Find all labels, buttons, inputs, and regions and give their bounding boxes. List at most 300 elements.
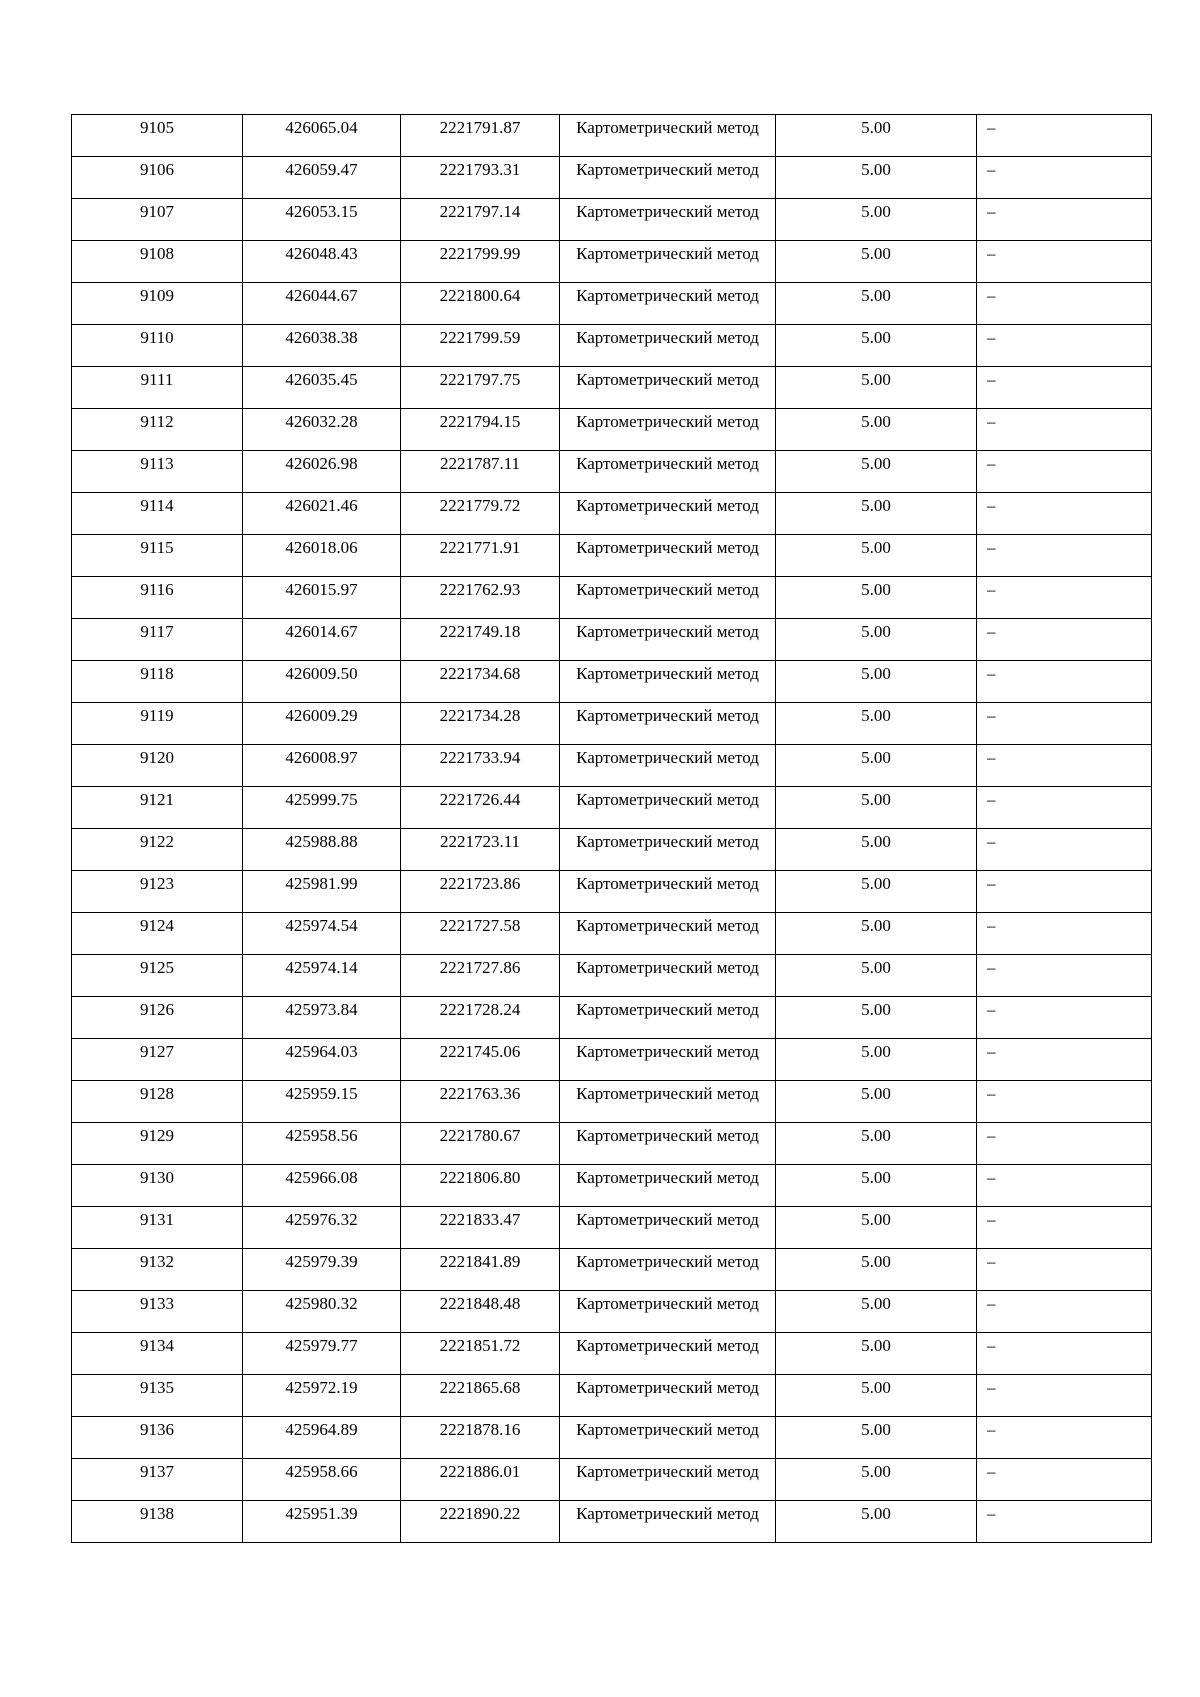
accuracy-cell [776, 1375, 977, 1417]
accuracy-cell-text: 5.00 [861, 538, 891, 557]
point-number-cell [72, 1039, 243, 1081]
method-cell-text: Картометрический метод [576, 580, 759, 599]
note-cell [977, 1291, 1152, 1333]
accuracy-cell-text: 5.00 [861, 874, 891, 893]
accuracy-cell [776, 955, 977, 997]
table-row [72, 1459, 1152, 1501]
y-coordinate-cell-text: 2221799.99 [439, 244, 521, 263]
note-cell [977, 1123, 1152, 1165]
accuracy-cell [776, 1459, 977, 1501]
accuracy-cell [776, 493, 977, 535]
note-cell [977, 115, 1152, 157]
y-coordinate-cell-text: 2221780.67 [439, 1126, 521, 1145]
note-cell-text: – [987, 916, 996, 935]
y-coordinate-cell [401, 1039, 560, 1081]
method-cell [560, 577, 776, 619]
point-number-cell-text: 9106 [140, 160, 174, 179]
point-number-cell-text: 9114 [140, 496, 174, 515]
method-cell [560, 1081, 776, 1123]
method-cell-text: Картометрический метод [576, 1378, 759, 1397]
note-cell-text: – [987, 328, 996, 347]
accuracy-cell-text: 5.00 [861, 958, 891, 977]
x-coordinate-cell [243, 955, 401, 997]
point-number-cell [72, 1459, 243, 1501]
table-row [72, 787, 1152, 829]
y-coordinate-cell [401, 997, 560, 1039]
note-cell [977, 1165, 1152, 1207]
x-coordinate-cell [243, 829, 401, 871]
y-coordinate-cell [401, 913, 560, 955]
method-cell-text: Картометрический метод [576, 958, 759, 977]
note-cell [977, 199, 1152, 241]
x-coordinate-cell-text: 425964.03 [285, 1042, 358, 1061]
method-cell [560, 325, 776, 367]
y-coordinate-cell-text: 2221734.28 [439, 706, 521, 725]
method-cell [560, 1039, 776, 1081]
x-coordinate-cell-text: 426026.98 [285, 454, 358, 473]
method-cell-text: Картометрический метод [576, 118, 759, 137]
x-coordinate-cell-text: 426018.06 [285, 538, 358, 557]
note-cell [977, 619, 1152, 661]
method-cell-text: Картометрический метод [576, 1084, 759, 1103]
y-coordinate-cell-text: 2221791.87 [439, 118, 521, 137]
point-number-cell-text: 9127 [140, 1042, 174, 1061]
y-coordinate-cell-text: 2221851.72 [439, 1336, 521, 1355]
point-number-cell-text: 9129 [140, 1126, 174, 1145]
point-number-cell-text: 9111 [140, 370, 174, 389]
accuracy-cell [776, 283, 977, 325]
method-cell [560, 1501, 776, 1543]
table-row [72, 1207, 1152, 1249]
method-cell-text: Картометрический метод [576, 1168, 759, 1187]
note-cell-text: – [987, 370, 996, 389]
y-coordinate-cell [401, 1375, 560, 1417]
y-coordinate-cell-text: 2221799.59 [439, 328, 521, 347]
table-row [72, 115, 1152, 157]
point-number-cell-text: 9136 [140, 1420, 174, 1439]
y-coordinate-cell-text: 2221727.58 [439, 916, 521, 935]
x-coordinate-cell-text: 425999.75 [285, 790, 358, 809]
x-coordinate-cell [243, 1123, 401, 1165]
accuracy-cell [776, 409, 977, 451]
point-number-cell-text: 9112 [140, 412, 174, 431]
y-coordinate-cell-text: 2221797.14 [439, 202, 521, 221]
table-row [72, 913, 1152, 955]
note-cell [977, 1207, 1152, 1249]
accuracy-cell-text: 5.00 [861, 832, 891, 851]
accuracy-cell [776, 871, 977, 913]
point-number-cell-text: 9123 [140, 874, 174, 893]
y-coordinate-cell-text: 2221806.80 [439, 1168, 521, 1187]
point-number-cell-text: 9131 [140, 1210, 174, 1229]
x-coordinate-cell [243, 787, 401, 829]
method-cell [560, 1375, 776, 1417]
note-cell [977, 493, 1152, 535]
point-number-cell [72, 1081, 243, 1123]
table-row [72, 493, 1152, 535]
accuracy-cell-text: 5.00 [861, 1210, 891, 1229]
table-row [72, 1375, 1152, 1417]
table-row [72, 199, 1152, 241]
note-cell-text: – [987, 454, 996, 473]
method-cell-text: Картометрический метод [576, 1252, 759, 1271]
accuracy-cell [776, 1207, 977, 1249]
note-cell-text: – [987, 1294, 996, 1313]
table-row [72, 1417, 1152, 1459]
method-cell-text: Картометрический метод [576, 874, 759, 893]
x-coordinate-cell [243, 1459, 401, 1501]
x-coordinate-cell [243, 1375, 401, 1417]
point-number-cell-text: 9130 [140, 1168, 174, 1187]
y-coordinate-cell [401, 1123, 560, 1165]
y-coordinate-cell [401, 871, 560, 913]
note-cell [977, 745, 1152, 787]
table-row [72, 1291, 1152, 1333]
x-coordinate-cell-text: 425974.54 [285, 916, 358, 935]
table-row [72, 1165, 1152, 1207]
x-coordinate-cell-text: 425964.89 [285, 1420, 358, 1439]
y-coordinate-cell [401, 577, 560, 619]
x-coordinate-cell-text: 425988.88 [285, 832, 358, 851]
point-number-cell [72, 787, 243, 829]
note-cell [977, 913, 1152, 955]
y-coordinate-cell-text: 2221794.15 [439, 412, 521, 431]
note-cell-text: – [987, 622, 996, 641]
y-coordinate-cell [401, 535, 560, 577]
note-cell-text: – [987, 1462, 996, 1481]
x-coordinate-cell [243, 367, 401, 409]
method-cell [560, 409, 776, 451]
accuracy-cell-text: 5.00 [861, 118, 891, 137]
point-number-cell [72, 157, 243, 199]
accuracy-cell [776, 661, 977, 703]
y-coordinate-cell [401, 787, 560, 829]
accuracy-cell-text: 5.00 [861, 664, 891, 683]
point-number-cell [72, 703, 243, 745]
table-row [72, 283, 1152, 325]
table-row [72, 745, 1152, 787]
method-cell-text: Картометрический метод [576, 244, 759, 263]
x-coordinate-cell [243, 619, 401, 661]
y-coordinate-cell-text: 2221763.36 [439, 1084, 521, 1103]
y-coordinate-cell [401, 1165, 560, 1207]
accuracy-cell [776, 1165, 977, 1207]
accuracy-cell [776, 787, 977, 829]
y-coordinate-cell [401, 451, 560, 493]
table-row [72, 325, 1152, 367]
x-coordinate-cell-text: 425966.08 [285, 1168, 358, 1187]
x-coordinate-cell-text: 426053.15 [285, 202, 358, 221]
method-cell-text: Картометрический метод [576, 370, 759, 389]
note-cell [977, 829, 1152, 871]
method-cell [560, 997, 776, 1039]
point-number-cell-text: 9109 [140, 286, 174, 305]
accuracy-cell-text: 5.00 [861, 1042, 891, 1061]
point-number-cell [72, 367, 243, 409]
point-number-cell [72, 451, 243, 493]
method-cell-text: Картометрический метод [576, 538, 759, 557]
point-number-cell [72, 997, 243, 1039]
y-coordinate-cell-text: 2221890.22 [439, 1504, 521, 1523]
point-number-cell-text: 9125 [140, 958, 174, 977]
x-coordinate-cell-text: 425980.32 [285, 1294, 358, 1313]
y-coordinate-cell [401, 829, 560, 871]
table-row [72, 1123, 1152, 1165]
accuracy-cell [776, 1123, 977, 1165]
y-coordinate-cell [401, 1333, 560, 1375]
method-cell-text: Картометрический метод [576, 790, 759, 809]
note-cell [977, 955, 1152, 997]
method-cell-text: Картометрический метод [576, 328, 759, 347]
accuracy-cell [776, 1333, 977, 1375]
method-cell [560, 703, 776, 745]
point-number-cell-text: 9128 [140, 1084, 174, 1103]
method-cell [560, 493, 776, 535]
table-row [72, 451, 1152, 493]
point-number-cell-text: 9122 [140, 832, 174, 851]
point-number-cell [72, 745, 243, 787]
note-cell [977, 241, 1152, 283]
note-cell [977, 1039, 1152, 1081]
method-cell [560, 1207, 776, 1249]
method-cell-text: Картометрический метод [576, 286, 759, 305]
method-cell [560, 451, 776, 493]
point-number-cell-text: 9135 [140, 1378, 174, 1397]
accuracy-cell-text: 5.00 [861, 706, 891, 725]
note-cell [977, 1375, 1152, 1417]
point-number-cell [72, 871, 243, 913]
point-number-cell-text: 9117 [140, 622, 174, 641]
note-cell [977, 535, 1152, 577]
y-coordinate-cell [401, 1081, 560, 1123]
y-coordinate-cell [401, 199, 560, 241]
accuracy-cell-text: 5.00 [861, 790, 891, 809]
note-cell [977, 1081, 1152, 1123]
x-coordinate-cell [243, 199, 401, 241]
accuracy-cell-text: 5.00 [861, 1294, 891, 1313]
accuracy-cell-text: 5.00 [861, 1252, 891, 1271]
method-cell [560, 1249, 776, 1291]
note-cell-text: – [987, 496, 996, 515]
method-cell [560, 1459, 776, 1501]
note-cell-text: – [987, 1000, 996, 1019]
point-number-cell-text: 9115 [140, 538, 174, 557]
accuracy-cell-text: 5.00 [861, 748, 891, 767]
point-number-cell-text: 9118 [140, 664, 174, 683]
y-coordinate-cell-text: 2221833.47 [439, 1210, 521, 1229]
method-cell-text: Картометрический метод [576, 1420, 759, 1439]
accuracy-cell [776, 1039, 977, 1081]
y-coordinate-cell-text: 2221723.86 [439, 874, 521, 893]
x-coordinate-cell [243, 1249, 401, 1291]
x-coordinate-cell [243, 409, 401, 451]
y-coordinate-cell-text: 2221726.44 [439, 790, 521, 809]
table-row [72, 1249, 1152, 1291]
accuracy-cell-text: 5.00 [861, 160, 891, 179]
note-cell [977, 871, 1152, 913]
y-coordinate-cell [401, 241, 560, 283]
accuracy-cell [776, 1501, 977, 1543]
note-cell [977, 577, 1152, 619]
note-cell [977, 325, 1152, 367]
point-number-cell [72, 409, 243, 451]
table-row [72, 829, 1152, 871]
note-cell [977, 703, 1152, 745]
accuracy-cell-text: 5.00 [861, 1462, 891, 1481]
x-coordinate-cell [243, 1081, 401, 1123]
y-coordinate-cell-text: 2221865.68 [439, 1378, 521, 1397]
point-number-cell-text: 9107 [140, 202, 174, 221]
y-coordinate-cell [401, 409, 560, 451]
method-cell [560, 1123, 776, 1165]
accuracy-cell-text: 5.00 [861, 1084, 891, 1103]
note-cell [977, 1417, 1152, 1459]
method-cell [560, 955, 776, 997]
accuracy-cell [776, 157, 977, 199]
method-cell-text: Картометрический метод [576, 202, 759, 221]
method-cell [560, 1165, 776, 1207]
method-cell [560, 199, 776, 241]
accuracy-cell-text: 5.00 [861, 454, 891, 473]
x-coordinate-cell [243, 661, 401, 703]
point-number-cell [72, 1417, 243, 1459]
method-cell [560, 871, 776, 913]
y-coordinate-cell [401, 745, 560, 787]
x-coordinate-cell-text: 425951.39 [285, 1504, 358, 1523]
point-number-cell [72, 1333, 243, 1375]
note-cell-text: – [987, 748, 996, 767]
note-cell-text: – [987, 202, 996, 221]
note-cell-text: – [987, 412, 996, 431]
table-row [72, 1501, 1152, 1543]
table-row [72, 661, 1152, 703]
x-coordinate-cell-text: 426048.43 [285, 244, 358, 263]
y-coordinate-cell [401, 1249, 560, 1291]
method-cell-text: Картометрический метод [576, 1126, 759, 1145]
point-number-cell-text: 9134 [140, 1336, 174, 1355]
table-row [72, 577, 1152, 619]
note-cell-text: – [987, 1336, 996, 1355]
accuracy-cell [776, 997, 977, 1039]
note-cell [977, 1333, 1152, 1375]
y-coordinate-cell-text: 2221787.11 [439, 454, 521, 473]
point-number-cell-text: 9116 [140, 580, 174, 599]
accuracy-cell-text: 5.00 [861, 496, 891, 515]
coordinates-table [71, 114, 1152, 1543]
method-cell [560, 535, 776, 577]
accuracy-cell [776, 199, 977, 241]
table-row [72, 157, 1152, 199]
accuracy-cell [776, 1081, 977, 1123]
point-number-cell [72, 535, 243, 577]
point-number-cell [72, 1291, 243, 1333]
method-cell [560, 829, 776, 871]
x-coordinate-cell-text: 426035.45 [285, 370, 358, 389]
x-coordinate-cell [243, 1207, 401, 1249]
note-cell-text: – [987, 1378, 996, 1397]
y-coordinate-cell-text: 2221771.91 [439, 538, 521, 557]
table-row [72, 241, 1152, 283]
y-coordinate-cell [401, 367, 560, 409]
note-cell [977, 367, 1152, 409]
accuracy-cell-text: 5.00 [861, 412, 891, 431]
table-body [72, 115, 1152, 1543]
table-row [72, 409, 1152, 451]
note-cell [977, 1459, 1152, 1501]
accuracy-cell [776, 619, 977, 661]
note-cell-text: – [987, 790, 996, 809]
table-row [72, 1081, 1152, 1123]
x-coordinate-cell-text: 425974.14 [285, 958, 358, 977]
x-coordinate-cell-text: 426032.28 [285, 412, 358, 431]
method-cell-text: Картометрический метод [576, 1336, 759, 1355]
y-coordinate-cell [401, 1417, 560, 1459]
x-coordinate-cell [243, 871, 401, 913]
y-coordinate-cell [401, 661, 560, 703]
note-cell-text: – [987, 244, 996, 263]
x-coordinate-cell [243, 913, 401, 955]
point-number-cell [72, 199, 243, 241]
note-cell [977, 283, 1152, 325]
accuracy-cell-text: 5.00 [861, 1000, 891, 1019]
point-number-cell [72, 955, 243, 997]
y-coordinate-cell-text: 2221727.86 [439, 958, 521, 977]
note-cell-text: – [987, 538, 996, 557]
note-cell-text: – [987, 832, 996, 851]
table-row [72, 871, 1152, 913]
table-row [72, 955, 1152, 997]
note-cell-text: – [987, 1252, 996, 1271]
point-number-cell [72, 1165, 243, 1207]
method-cell-text: Картометрический метод [576, 664, 759, 683]
y-coordinate-cell-text: 2221733.94 [439, 748, 521, 767]
note-cell-text: – [987, 874, 996, 893]
point-number-cell-text: 9121 [140, 790, 174, 809]
x-coordinate-cell-text: 425976.32 [285, 1210, 358, 1229]
method-cell-text: Картометрический метод [576, 1462, 759, 1481]
accuracy-cell-text: 5.00 [861, 1504, 891, 1523]
y-coordinate-cell-text: 2221878.16 [439, 1420, 521, 1439]
note-cell-text: – [987, 286, 996, 305]
point-number-cell [72, 241, 243, 283]
y-coordinate-cell [401, 1459, 560, 1501]
point-number-cell [72, 619, 243, 661]
note-cell [977, 787, 1152, 829]
x-coordinate-cell [243, 451, 401, 493]
note-cell-text: – [987, 1210, 996, 1229]
y-coordinate-cell [401, 619, 560, 661]
y-coordinate-cell [401, 283, 560, 325]
method-cell-text: Картометрический метод [576, 706, 759, 725]
x-coordinate-cell [243, 535, 401, 577]
x-coordinate-cell-text: 426038.38 [285, 328, 358, 347]
y-coordinate-cell-text: 2221841.89 [439, 1252, 521, 1271]
x-coordinate-cell-text: 426009.29 [285, 706, 358, 725]
x-coordinate-cell-text: 426065.04 [285, 118, 358, 137]
y-coordinate-cell-text: 2221734.68 [439, 664, 521, 683]
x-coordinate-cell-text: 426021.46 [285, 496, 358, 515]
x-coordinate-cell-text: 425972.19 [285, 1378, 358, 1397]
method-cell [560, 1417, 776, 1459]
x-coordinate-cell-text: 426014.67 [285, 622, 358, 641]
note-cell-text: – [987, 664, 996, 683]
note-cell [977, 1501, 1152, 1543]
point-number-cell [72, 493, 243, 535]
accuracy-cell-text: 5.00 [861, 286, 891, 305]
note-cell [977, 451, 1152, 493]
method-cell-text: Картометрический метод [576, 1210, 759, 1229]
accuracy-cell [776, 1249, 977, 1291]
